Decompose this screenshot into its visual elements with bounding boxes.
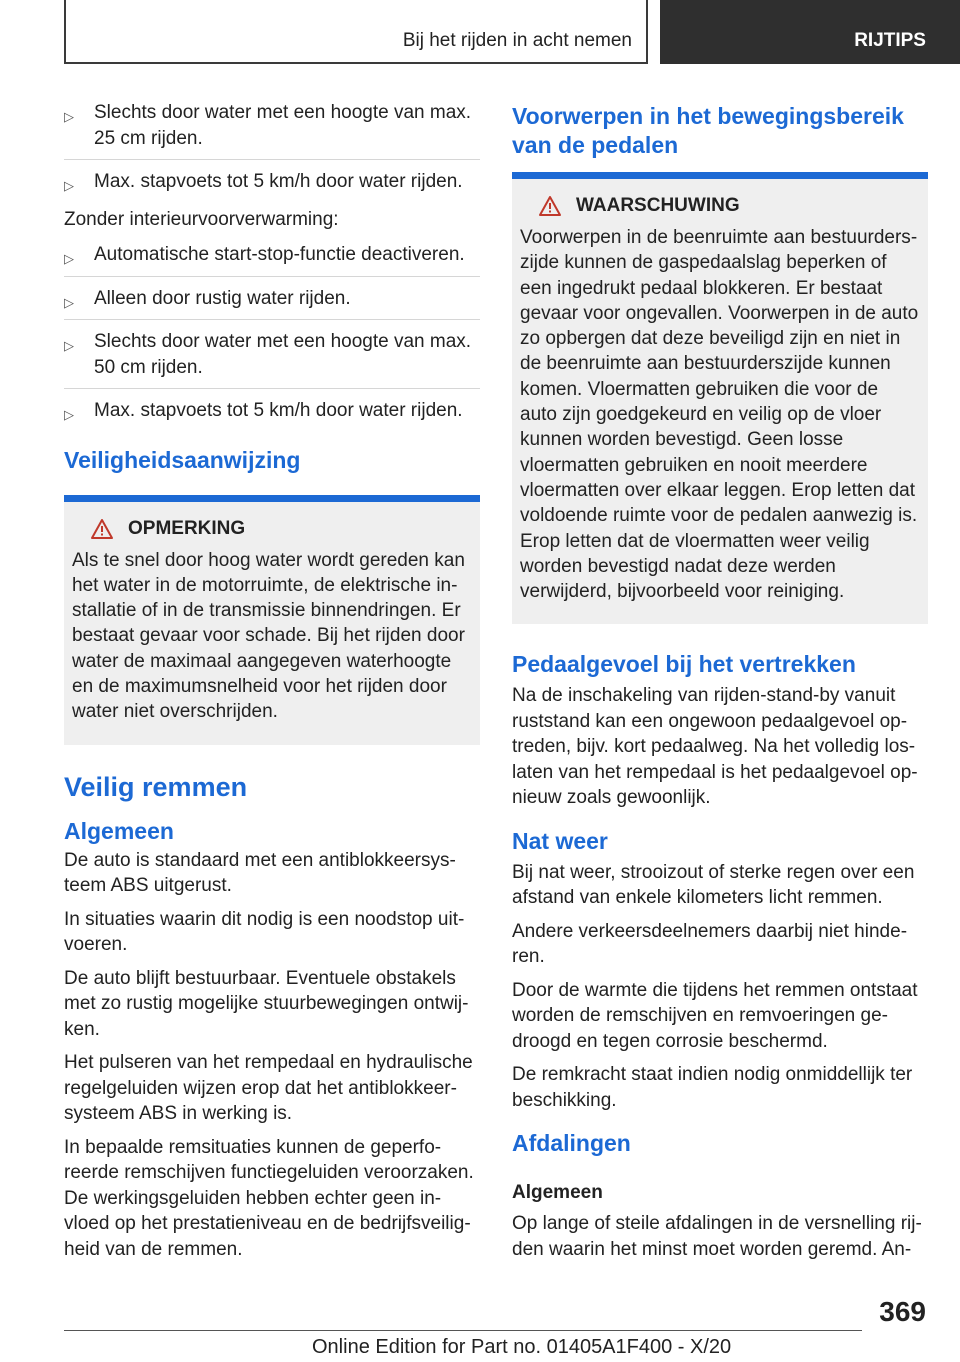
list-item: ▷ Max. stapvoets tot 5 km/h door water rijden. xyxy=(64,169,480,203)
note-title-row xyxy=(90,518,472,540)
paragraph: In situaties waarin dit nodig is een noodstop uitvoeren. xyxy=(64,908,465,956)
section-heading-safety: Veiligheidsaanwijzing xyxy=(64,446,301,473)
paragraph: Na de inschakeling van rijden-stand-by vanuit ruststand kan een ongewoon pedaalgevoel optreden, bijv. kort pedaalweg. Na het volledig loslaten van het rempedaal is het pedaalgevoel opnieuw zoals gewoonlijk. xyxy=(512,685,918,809)
note-title: OPMERKING xyxy=(128,517,246,539)
paragraph: In bepaalde remsituaties kunnen de geperforeerde remschijven functiegeluiden veroorzaken. De werkingsgeluiden hebben echter geen invloed op het prestatieniveau en de bedrijfsveiligheid van de remmen. xyxy=(64,1136,474,1260)
paragraph: De auto blijft bestuurbaar. Eventuele obstakels met zo rustig mogelijke stuurbewegingen ontwijken. xyxy=(64,967,469,1040)
triangle-bullet-icon: ▷ xyxy=(64,294,74,310)
warning-title-row xyxy=(538,195,920,217)
page-number: 369 xyxy=(879,1296,926,1327)
header-section-tab xyxy=(64,0,648,64)
warning-triangle-icon xyxy=(538,195,562,217)
list-item: ▷ Slechts door water met een hoogte van max. 50 cm rijden. xyxy=(64,329,480,389)
section-heading-brakes: Veilig remmen xyxy=(64,771,248,802)
warning-title: WAARSCHUWING xyxy=(576,195,740,216)
paragraph: Het pulseren van het rempedaal en hydraulische regelgeluiden wijzen erop dat het antiblokkeersysteem ABS in werking is. xyxy=(64,1052,473,1125)
list-item: ▷ Automatische start-stop-functie deactiveren. xyxy=(64,242,480,277)
paragraph: Bij nat weer, strooizout of sterke regen over een afstand van enkele kilometers licht remmen. xyxy=(512,861,915,909)
triangle-bullet-icon: ▷ xyxy=(64,338,74,353)
subheading-pedal-feel: Pedaalgevoel bij het vertrekken xyxy=(512,651,856,678)
warning-triangle-icon xyxy=(90,518,114,540)
right-column xyxy=(512,100,928,1270)
paragraph: De auto is standaard met een antiblokkeersysteem ABS uitgerust. xyxy=(64,849,456,897)
triangle-bullet-icon: ▷ xyxy=(64,251,74,266)
footer-rule xyxy=(64,1330,862,1331)
warning-box xyxy=(512,179,928,624)
paragraph: Andere verkeersdeelnemers daarbij niet hinderen. xyxy=(512,920,908,968)
header-chapter-tab xyxy=(660,0,960,64)
subheading-descents: Afdalingen xyxy=(512,1130,631,1157)
triangle-bullet-icon: ▷ xyxy=(64,109,74,124)
paragraph: De remkracht staat indien nodig onmiddellijk ter beschikking. xyxy=(512,1064,913,1111)
section-heading-pedals: Voorwerpen in het bewegingsbereik van de pedalen xyxy=(512,103,904,158)
header-chapter-title: RIJTIPS xyxy=(854,30,926,51)
list-item: ▷ Slechts door water met een hoogte van max. 25 cm rijden. xyxy=(64,100,480,160)
subheading-descents-general: Algemeen xyxy=(512,1182,603,1204)
subheading-wet-weather: Nat weer xyxy=(512,827,608,854)
paragraph: Zonder interieurvoorverwarming: xyxy=(64,208,339,230)
triangle-bullet-icon: ▷ xyxy=(64,407,74,422)
paragraph: Door de warmte die tijdens het remmen ontstaat worden de remschijven en remvoeringen gedroogd en tegen corrosie beschermd. xyxy=(512,979,918,1052)
left-column xyxy=(64,100,480,1270)
header-section-title: Bij het rijden in acht nemen xyxy=(402,30,632,51)
heading-rule xyxy=(64,495,480,502)
list-item: ▷ Max. stapvoets tot 5 km/h door water rijden. xyxy=(64,398,480,432)
heading-rule xyxy=(512,172,928,179)
triangle-bullet-icon: ▷ xyxy=(64,178,74,193)
paragraph: Op lange of steile afdalingen in de versnelling rijden waarin het minst moet worden geremd. An- xyxy=(512,1213,922,1260)
warning-text: Voorwerpen in de beenruimte aan bestuurderszijde kunnen de gaspedaalslag beperken of een ingedrukt pedaal blokkeren. Er bestaat gevaar voor ongevallen. Voorwerpen in de auto zo opbergen dat deze beveiligd zijn en niet in de beenruimte aan bestuurderszijde kunnen komen. Vloermatten gebruiken die voor de auto zijn goedgekeurd en veilig op de vloer kunnen worden bevestigd. Geen losse vloermatten gebruiken en nooit meerdere vloermatten over elkaar leggen. Erop letten dat voldoende ruimte voor de pedalen aanwezig is. Erop letten dat de vloermatten weer veilig worden bevestigd nadat deze werden verwijderd, bijvoorbeeld voor reiniging. xyxy=(520,227,919,603)
footer-edition: Online Edition for Part no. 01405A1F400 - X/20 xyxy=(312,1336,732,1358)
list-item: ▷ Alleen door rustig water rijden. xyxy=(64,286,480,321)
note-box xyxy=(64,502,480,745)
note-text: Als te snel door hoog water wordt gereden kan het water in de motorruimte, de elektrische installatie of in de transmissie binnendringen. Er bestaat gevaar voor schade. Bij het rijden door water de maximaal aangegeven waterhoogte en de maximumsnelheid voor het rijden door water niet overschrijden. xyxy=(72,549,465,723)
subheading-general: Algemeen xyxy=(64,817,174,844)
